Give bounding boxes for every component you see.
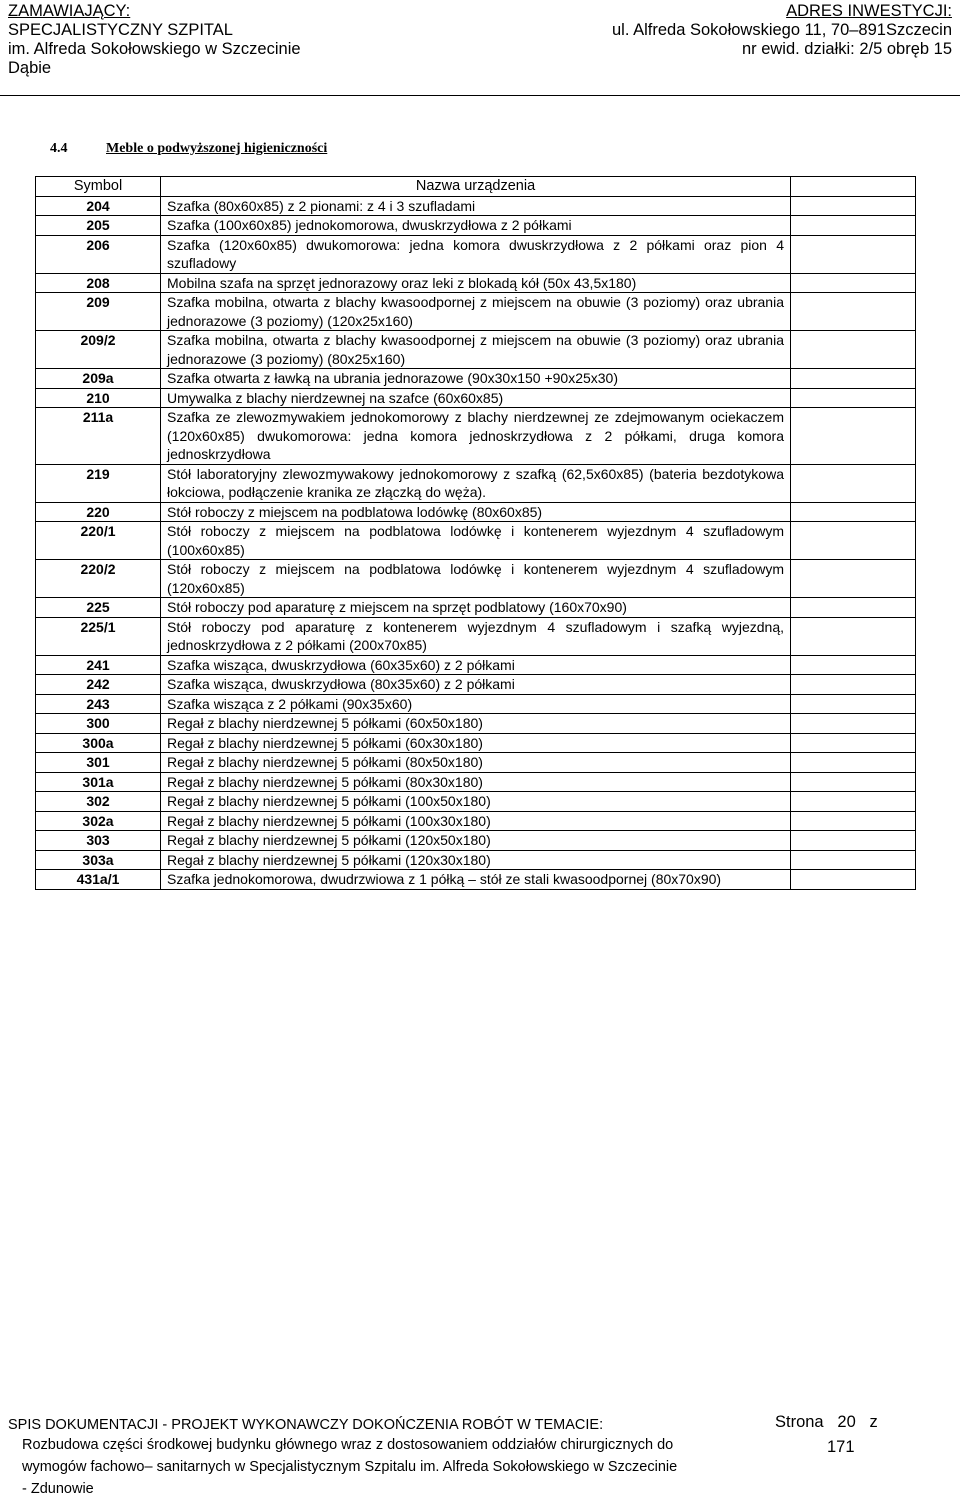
item-symbol: 225/1: [36, 617, 161, 655]
item-name: Szafka mobilna, otwarta z blachy kwasoodpornej z miejscem na obuwie (3 poziomy) oraz ubrania jednorazowe (3 poziomy) (120x25x160): [161, 293, 791, 331]
item-symbol: 209: [36, 293, 161, 331]
item-name: Stół roboczy z miejscem na podblatowa lodówkę i kontenerem wyjezdnym 4 szufladowym (120x60x85): [161, 560, 791, 598]
item-extra-cell: [791, 464, 916, 502]
item-extra-cell: [791, 522, 916, 560]
item-name: Szafka wisząca z 2 półkami (90x35x60): [161, 694, 791, 714]
table-row: [36, 522, 916, 560]
item-extra-cell: [791, 560, 916, 598]
item-extra-cell: [791, 694, 916, 714]
item-name: Mobilna szafa na sprzęt jednorazowy oraz leki z blokadą kół (50x 43,5x180): [161, 273, 791, 293]
page-label: Strona: [775, 1413, 824, 1431]
item-symbol: 225: [36, 598, 161, 618]
orderer-name-2: im. Alfreda Sokołowskiego w Szczecinie: [8, 40, 301, 58]
item-name: Regał z blachy nierdzewnej 5 półkami (120x50x180): [161, 831, 791, 851]
item-extra-cell: [791, 811, 916, 831]
item-name: Szafka (100x60x85) jednokomorowa, dwuskrzydłowa z 2 półkami: [161, 216, 791, 236]
item-symbol: 241: [36, 655, 161, 675]
table-row: [36, 753, 916, 773]
item-symbol: 302: [36, 792, 161, 812]
item-name: Szafka wisząca, dwuskrzydłowa (60x35x60) z 2 półkami: [161, 655, 791, 675]
item-name: Szafka wisząca, dwuskrzydłowa (80x35x60) z 2 półkami: [161, 675, 791, 695]
item-symbol: 300: [36, 714, 161, 734]
item-name: Szafka (120x60x85) dwukomorowa: jedna komora dwuskrzydłowa z 2 półkami oraz pion 4 szufladowy: [161, 235, 791, 273]
item-extra-cell: [791, 235, 916, 273]
item-extra-cell: [791, 733, 916, 753]
item-extra-cell: [791, 772, 916, 792]
item-name: Regał z blachy nierdzewnej 5 półkami (60x30x180): [161, 733, 791, 753]
header-divider: [0, 95, 960, 96]
item-name: Stół roboczy z miejscem na podblatowa lodówkę i kontenerem wyjezdnym 4 szufladowym (100x60x85): [161, 522, 791, 560]
item-extra-cell: [791, 216, 916, 236]
item-extra-cell: [791, 675, 916, 695]
table-row: [36, 560, 916, 598]
table-row: [36, 675, 916, 695]
table-row: [36, 196, 916, 216]
item-extra-cell: [791, 196, 916, 216]
item-extra-cell: [791, 831, 916, 851]
item-name: Regał z blachy nierdzewnej 5 półkami (100x50x180): [161, 792, 791, 812]
page-header: [0, 0, 960, 96]
item-extra-cell: [791, 293, 916, 331]
item-extra-cell: [791, 617, 916, 655]
table-body: [36, 196, 916, 889]
item-symbol: 243: [36, 694, 161, 714]
table-row: [36, 811, 916, 831]
item-symbol: 303: [36, 831, 161, 851]
item-extra-cell: [791, 408, 916, 465]
item-name: Regał z blachy nierdzewnej 5 półkami (120x30x180): [161, 850, 791, 870]
item-name: Szafka otwarta z ławką na ubrania jednorazowe (90x30x150 +90x25x30): [161, 369, 791, 389]
item-extra-cell: [791, 369, 916, 389]
item-name: Stół roboczy pod aparaturę z miejscem na sprzęt podblatowy (160x70x90): [161, 598, 791, 618]
section-title: Meble o podwyższonej higieniczności: [106, 141, 328, 156]
item-extra-cell: [791, 850, 916, 870]
furniture-table: [35, 176, 916, 890]
item-name: Szafka mobilna, otwarta z blachy kwasoodpornej z miejscem na obuwie (3 poziomy) oraz ubrania jednorazowe (3 poziomy) (80x25x160): [161, 331, 791, 369]
table-row: [36, 870, 916, 890]
item-symbol: 301a: [36, 772, 161, 792]
item-extra-cell: [791, 388, 916, 408]
table-row: [36, 617, 916, 655]
item-extra-cell: [791, 714, 916, 734]
table-row: [36, 694, 916, 714]
column-header-extra: [791, 177, 916, 197]
item-symbol: 301: [36, 753, 161, 773]
table-row: [36, 369, 916, 389]
page-of: z: [869, 1413, 878, 1431]
item-symbol: 208: [36, 273, 161, 293]
table-row: [36, 772, 916, 792]
item-symbol: 211a: [36, 408, 161, 465]
item-symbol: 431a/1: [36, 870, 161, 890]
column-header-symbol: Symbol: [36, 177, 161, 197]
table-row: [36, 655, 916, 675]
item-name: Stół roboczy pod aparaturę z kontenerem wyjezdnym 4 szufladowym i szafką wyjezdną, jednoskrzydłowa z 2 półkami (200x70x85): [161, 617, 791, 655]
orderer-name-3: Dąbie: [8, 59, 52, 77]
table-row: [36, 331, 916, 369]
table-row: [36, 714, 916, 734]
table-row: [36, 388, 916, 408]
footer-project-line-3: - Zdunowie: [22, 1481, 94, 1497]
table-row: [36, 598, 916, 618]
page-number: 20: [837, 1413, 856, 1431]
item-symbol: 220/2: [36, 560, 161, 598]
item-symbol: 209a: [36, 369, 161, 389]
item-name: Regał z blachy nierdzewnej 5 półkami (100x30x180): [161, 811, 791, 831]
item-symbol: 219: [36, 464, 161, 502]
item-name: Szafka (80x60x85) z 2 pionami: z 4 i 3 szufladami: [161, 196, 791, 216]
investment-address: ul. Alfreda Sokołowskiego 11, 70–891Szczecin: [612, 21, 952, 39]
item-symbol: 302a: [36, 811, 161, 831]
orderer-block: [8, 2, 301, 78]
item-extra-cell: [791, 870, 916, 890]
footer-project-line-1: Rozbudowa części środkowej budynku głównego wraz z dostosowaniem oddziałów chirurgicznych do: [22, 1437, 674, 1453]
section-heading: [50, 141, 327, 157]
item-symbol: 303a: [36, 850, 161, 870]
orderer-label: ZAMAWIAJĄCY:: [8, 2, 131, 20]
item-extra-cell: [791, 792, 916, 812]
investment-plot: nr ewid. działki: 2/5 obręb 15: [741, 40, 952, 58]
table-row: [36, 235, 916, 273]
item-symbol: 210: [36, 388, 161, 408]
footer-project-line-2: wymogów fachowo– sanitarnych w Specjalistycznym Szpitalu im. Alfreda Sokołowskiego w Szczecinie: [22, 1459, 678, 1475]
table-row: [36, 733, 916, 753]
orderer-name: SPECJALISTYCZNY SZPITAL: [8, 21, 233, 39]
footer-title: SPIS DOKUMENTACJI - PROJEKT WYKONAWCZY DOKOŃCZENIA ROBÓT W TEMACIE:: [8, 1417, 604, 1433]
item-extra-cell: [791, 753, 916, 773]
item-symbol: 220: [36, 502, 161, 522]
item-extra-cell: [791, 598, 916, 618]
item-symbol: 204: [36, 196, 161, 216]
page-footer: [0, 1408, 960, 1497]
item-symbol: 242: [36, 675, 161, 695]
item-symbol: 209/2: [36, 331, 161, 369]
page-total: 171: [827, 1438, 855, 1456]
table-row: [36, 502, 916, 522]
item-extra-cell: [791, 273, 916, 293]
table-row: [36, 831, 916, 851]
table-row: [36, 850, 916, 870]
item-name: Stół roboczy z miejscem na podblatowa lodówkę (80x60x85): [161, 502, 791, 522]
column-header-name: Nazwa urządzenia: [161, 177, 791, 197]
item-name: Regał z blachy nierdzewnej 5 półkami (80x30x180): [161, 772, 791, 792]
investment-address-label: ADRES INWESTYCJI:: [786, 2, 952, 20]
table-header-row: [36, 177, 916, 197]
section-number: 4.4: [50, 141, 68, 156]
table-row: [36, 293, 916, 331]
page-counter: [775, 1413, 878, 1432]
item-name: Szafka ze zlewozmywakiem jednokomorowy z blachy nierdzewnej ze zdejmowanym ociekaczem (120x60x85) dwukomorowa: jedna komora jednoskrzydłowa z 2 półkami, druga komora jednoskrzydłowa: [161, 408, 791, 465]
item-extra-cell: [791, 655, 916, 675]
item-symbol: 205: [36, 216, 161, 236]
item-symbol: 300a: [36, 733, 161, 753]
item-symbol: 220/1: [36, 522, 161, 560]
item-name: Regał z blachy nierdzewnej 5 półkami (80x50x180): [161, 753, 791, 773]
item-name: Stół laboratoryjny zlewozmywakowy jednokomorowy z szafką (62,5x60x85) (bateria bezdotykowa łokciowa, podłączenie kranika ze złączką do węża).: [161, 464, 791, 502]
item-name: Umywalka z blachy nierdzewnej na szafce (60x60x85): [161, 388, 791, 408]
table-row: [36, 792, 916, 812]
table-row: [36, 273, 916, 293]
item-name: Regał z blachy nierdzewnej 5 półkami (60x50x180): [161, 714, 791, 734]
investment-address-block: [612, 2, 952, 59]
table-row: [36, 216, 916, 236]
item-name: Szafka jednokomorowa, dwudrzwiowa z 1 półką – stół ze stali kwasoodpornej (80x70x90): [161, 870, 791, 890]
table-row: [36, 464, 916, 502]
table-row: [36, 408, 916, 465]
item-extra-cell: [791, 502, 916, 522]
item-extra-cell: [791, 331, 916, 369]
item-symbol: 206: [36, 235, 161, 273]
